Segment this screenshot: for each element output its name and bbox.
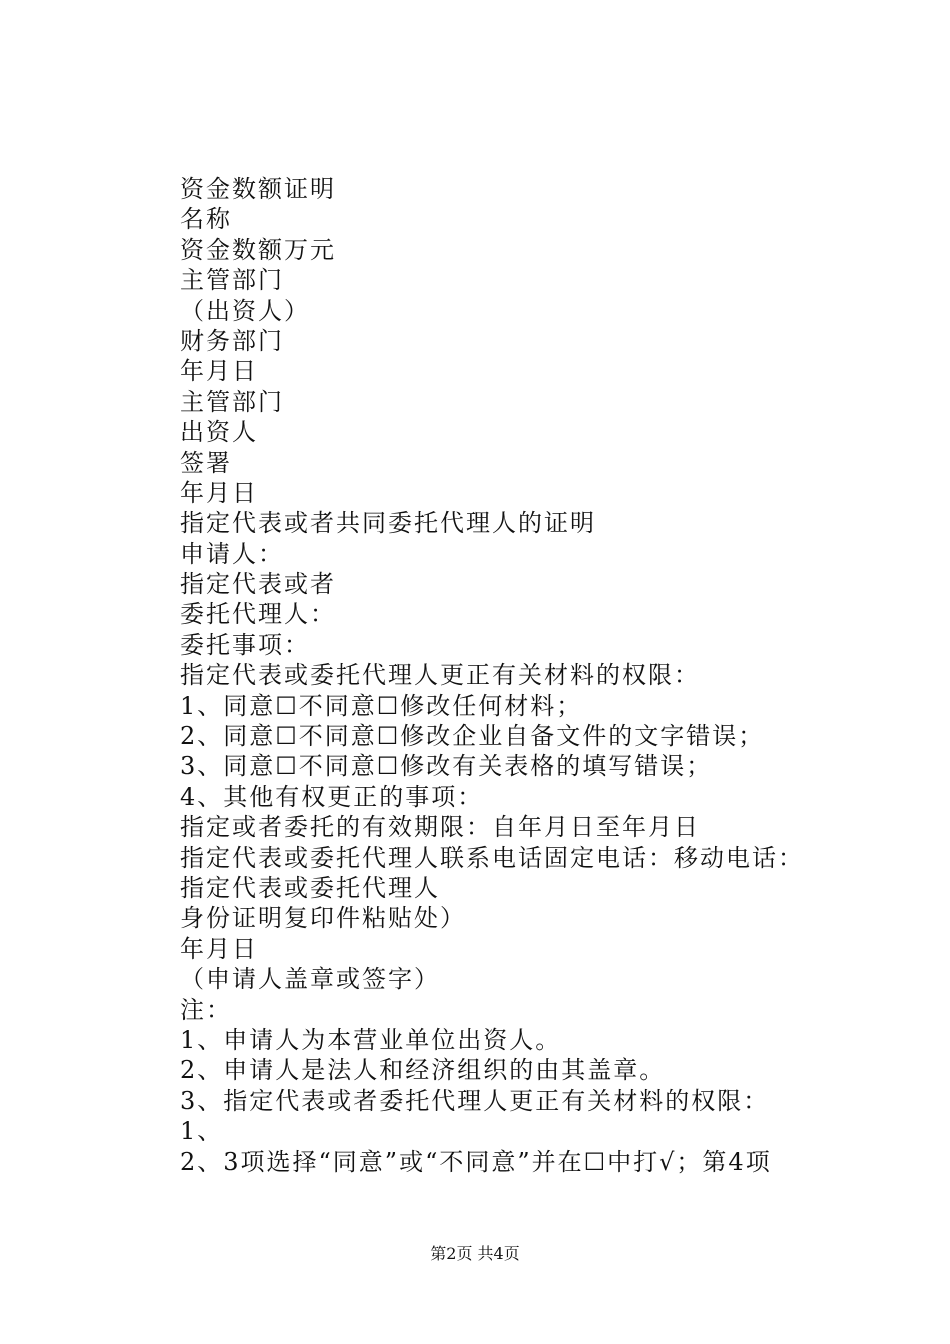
doc-line: 4、其他有权更正的事项： <box>180 782 484 811</box>
doc-line: 2、申请人是法人和经济组织的由其盖章。 <box>180 1056 666 1085</box>
doc-line: 1、同意☐不同意☐修改任何材料； <box>180 691 583 720</box>
doc-line: 注： <box>180 995 232 1024</box>
doc-line: 签署 <box>180 448 232 477</box>
doc-line: 委托事项： <box>180 630 310 659</box>
doc-line: 资金数额万元 <box>180 235 336 264</box>
doc-line: 1、 <box>180 1117 224 1146</box>
doc-line: 资金数额证明 <box>180 175 336 203</box>
doc-line: 指定或者委托的有效期限：自年月日至年月日 <box>180 813 700 842</box>
doc-line: 指定代表或委托代理人更正有关材料的权限： <box>180 661 700 690</box>
doc-line: 主管部门 <box>180 387 284 416</box>
page-number-footer: 第2页 共4页 <box>430 1244 520 1263</box>
doc-line: 主管部门 <box>180 266 284 295</box>
document-body <box>180 174 880 1177</box>
doc-line: 3、同意☐不同意☐修改有关表格的填写错误； <box>180 752 713 781</box>
doc-line: 指定代表或委托代理人联系电话固定电话：移动电话： <box>180 843 804 872</box>
doc-line: 出资人 <box>180 418 258 447</box>
doc-line: 指定代表或者 <box>180 570 336 599</box>
doc-line: （出资人） <box>180 296 310 325</box>
doc-line: 1、申请人为本营业单位出资人。 <box>180 1025 562 1054</box>
doc-line: （申请人盖章或签字） <box>180 965 440 994</box>
doc-line: 名称 <box>180 205 232 234</box>
doc-line: 申请人： <box>180 539 284 568</box>
doc-line: 委托代理人： <box>180 600 336 629</box>
doc-line: 3、指定代表或者委托代理人更正有关材料的权限： <box>180 1086 770 1115</box>
doc-line: 年月日 <box>180 934 258 963</box>
doc-line: 2、3项选择“同意”或“不同意”并在☐中打√；第4项 <box>180 1147 772 1176</box>
doc-line: 2、同意☐不同意☐修改企业自备文件的文字错误； <box>180 722 765 751</box>
doc-line: 指定代表或者共同委托代理人的证明 <box>180 509 596 538</box>
doc-line: 财务部门 <box>180 326 284 355</box>
doc-line: 身份证明复印件粘贴处） <box>180 904 466 933</box>
doc-line: 年月日 <box>180 478 258 507</box>
doc-line: 指定代表或委托代理人 <box>180 873 440 902</box>
doc-line: 年月日 <box>180 357 258 386</box>
